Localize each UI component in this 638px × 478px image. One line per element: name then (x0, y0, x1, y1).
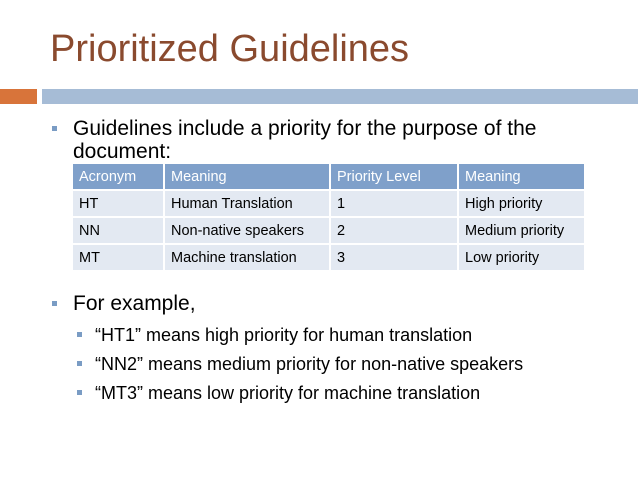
sub-bullet-text: “NN2” means medium priority for non-native speakers (95, 354, 524, 374)
table-cell: Human Translation (164, 190, 330, 217)
bullet-intro-line2: document: (73, 140, 172, 163)
bullet-square-icon (77, 332, 82, 337)
sub-bullet-text: “HT1” means high priority for human translation (95, 325, 473, 345)
bullet-square-icon (77, 361, 82, 366)
bullet-intro (52, 117, 536, 163)
table-cell: Machine translation (164, 244, 330, 271)
table-cell: 1 (330, 190, 458, 217)
bullet-square-icon (77, 390, 82, 395)
table-row (73, 217, 585, 244)
title-divider-bar (42, 89, 638, 104)
slide-title: Prioritized Guidelines (50, 28, 410, 70)
sub-bullet-nn2 (77, 353, 523, 375)
table-cell: HT (73, 190, 164, 217)
sub-bullet-mt3 (77, 382, 480, 404)
table-cell: Low priority (458, 244, 585, 271)
table-cell: 2 (330, 217, 458, 244)
table-cell: MT (73, 244, 164, 271)
table-header-meaning-2: Meaning (458, 164, 585, 190)
table-row (73, 190, 585, 217)
bullet-square-icon (52, 126, 57, 131)
priority-table (73, 164, 586, 272)
sub-bullet-text: “MT3” means low priority for machine translation (95, 383, 481, 403)
table-cell: Medium priority (458, 217, 585, 244)
example-heading-text: For example, (73, 292, 196, 315)
table-header-acronym: Acronym (73, 164, 164, 190)
bullet-square-icon (52, 301, 57, 306)
table-cell: NN (73, 217, 164, 244)
table-cell: 3 (330, 244, 458, 271)
table-header-meaning: Meaning (164, 164, 330, 190)
bullet-intro-line1: Guidelines include a priority for the purpose of the (73, 117, 537, 140)
table-cell: Non-native speakers (164, 217, 330, 244)
sub-bullet-ht1 (77, 324, 472, 346)
table-cell: High priority (458, 190, 585, 217)
title-divider-accent (0, 89, 37, 104)
bullet-example-heading (52, 292, 196, 315)
table-row (73, 244, 585, 271)
table-header-priority-level: Priority Level (330, 164, 458, 190)
table-header-row (73, 164, 585, 190)
